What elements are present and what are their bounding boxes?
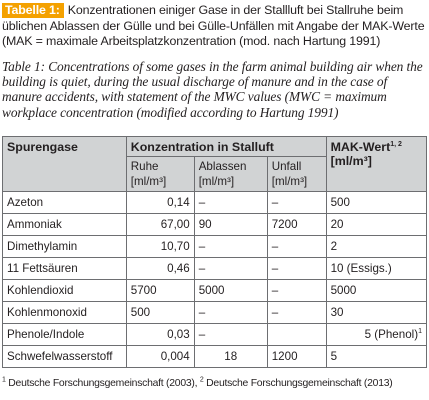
mak-superscript: 1, 2: [390, 140, 402, 148]
table-number-badge: Tabelle 1:: [2, 3, 64, 18]
table-row: [3, 192, 427, 214]
cell-gas: Kohlenmonoxid: [3, 302, 127, 324]
table-body: [3, 192, 427, 368]
cell-gas: Dimethylamin: [3, 236, 127, 258]
cell-mak: [326, 236, 426, 258]
table-row: [3, 280, 427, 302]
caption-english: Table 1: Concentrations of some gases in the farm animal building air when the building is quiet, during the usual discharge of manure and in the case of manure accidents, with statement of the MWC values (MWC = maximum workplace concentration (modified according to Hartung 1991): [2, 59, 423, 120]
header-konzentration: Konzentration in Stalluft: [126, 137, 326, 157]
mak-value: 20: [330, 218, 344, 231]
ablassen-unit: [ml/m³]: [198, 175, 235, 188]
cell-ablassen: 90: [194, 214, 267, 236]
mak-value: 5000: [330, 284, 357, 297]
cell-ablassen: –: [194, 302, 267, 324]
ruhe-label: Ruhe: [130, 160, 159, 173]
cell-gas: Azeton: [3, 192, 127, 214]
table-row: [3, 214, 427, 236]
header-ablassen: [194, 157, 267, 192]
footnote-marker-1: 1: [2, 376, 6, 384]
mak-label: MAK-Wert: [330, 140, 391, 154]
table-row: [3, 346, 427, 368]
mak-value: 30: [330, 306, 344, 319]
ruhe-unit: [ml/m³]: [130, 175, 167, 188]
cell-unfall: –: [267, 280, 326, 302]
cell-unfall: 1200: [267, 346, 326, 368]
mak-value: 10 (Essigs.): [330, 262, 392, 275]
cell-gas: Schwefelwasserstoff: [3, 346, 127, 368]
cell-ablassen: –: [194, 236, 267, 258]
cell-ablassen: –: [194, 192, 267, 214]
table-footnote: [2, 378, 428, 389]
cell-gas: Ammoniak: [3, 214, 127, 236]
cell-ruhe: 0,14: [126, 192, 194, 214]
cell-ruhe: 5700: [126, 280, 194, 302]
cell-ruhe: 500: [126, 302, 194, 324]
cell-mak: [326, 214, 426, 236]
mak-value: 500: [330, 196, 350, 209]
cell-gas: Phenole/Indole: [3, 324, 127, 346]
caption-german: [2, 3, 428, 50]
caption-german-text: Konzentrationen einiger Gase in der Stallluft bei Stallruhe beim üblichen Ablassen der Gülle und bei Gülle-Unfällen mit Angabe der MAK-Werte (MAK = maximale Arbeitsplatzkonzentration (mod. nach Hartung 1991): [2, 3, 425, 48]
cell-unfall: –: [267, 302, 326, 324]
cell-unfall: –: [267, 192, 326, 214]
footnote-text-2: Deutsche Forschungsgemeinschaft (2013): [203, 378, 393, 389]
cell-unfall: –: [267, 258, 326, 280]
cell-ruhe: 0,46: [126, 258, 194, 280]
cell-ruhe: 67,00: [126, 214, 194, 236]
cell-mak: [326, 280, 426, 302]
cell-mak: [326, 346, 426, 368]
cell-mak: [326, 258, 426, 280]
table-row: [3, 324, 427, 346]
mak-value: 2: [330, 240, 338, 253]
cell-ablassen: 5000: [194, 280, 267, 302]
cell-ruhe: 0,004: [126, 346, 194, 368]
cell-gas: 11 Fettsäuren: [3, 258, 127, 280]
cell-unfall: [267, 324, 326, 346]
cell-ruhe: 10,70: [126, 236, 194, 258]
ablassen-label: Ablassen: [198, 160, 247, 173]
cell-gas: Kohlendioxid: [3, 280, 127, 302]
mak-value: 5 (Phenol): [364, 328, 419, 341]
header-spurengase: Spurengase: [3, 137, 127, 192]
cell-unfall: –: [267, 236, 326, 258]
header-unfall: [267, 157, 326, 192]
cell-ruhe: 0,03: [126, 324, 194, 346]
gas-concentration-table: [2, 136, 427, 368]
cell-unfall: 7200: [267, 214, 326, 236]
header-mak-wert: [326, 137, 426, 192]
cell-mak: [326, 324, 426, 346]
cell-ablassen: –: [194, 324, 267, 346]
footnote-text-1: Deutsche Forschungsgemeinschaft (2003),: [5, 378, 200, 389]
cell-mak: [326, 192, 426, 214]
table-row: [3, 258, 427, 280]
unfall-unit: [ml/m³]: [271, 175, 308, 188]
cell-ablassen: –: [194, 258, 267, 280]
unfall-label: Unfall: [271, 160, 302, 173]
cell-ablassen: 18: [194, 346, 267, 368]
footnote-marker-2: 2: [199, 376, 204, 384]
mak-footnote-marker: 1: [418, 328, 422, 336]
cell-mak: [326, 302, 426, 324]
table-row: [3, 236, 427, 258]
header-ruhe: [126, 157, 194, 192]
mak-unit: [ml/m³]: [330, 154, 372, 168]
table-row: [3, 302, 427, 324]
mak-value: 5: [330, 350, 338, 363]
